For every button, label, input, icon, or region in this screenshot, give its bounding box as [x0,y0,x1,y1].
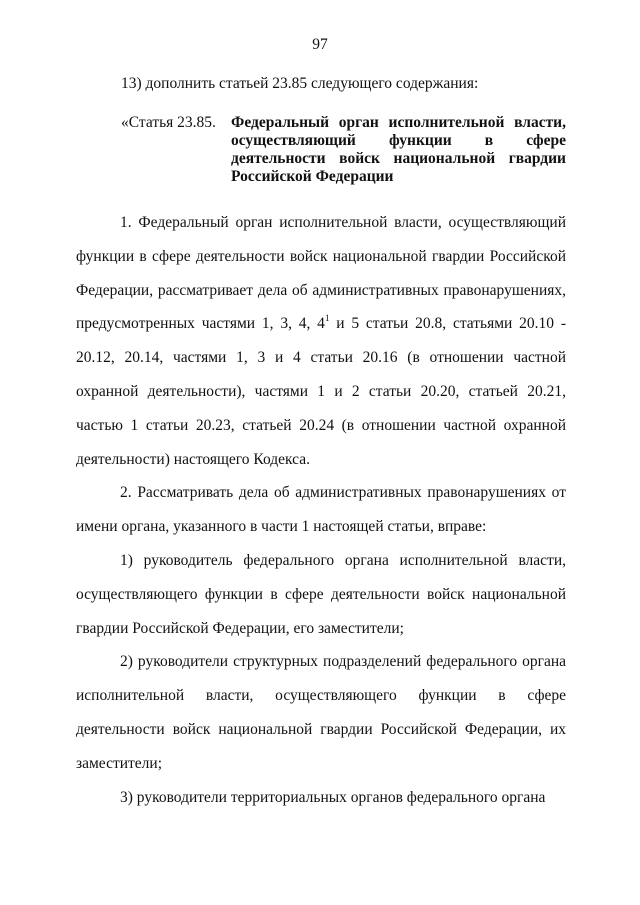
article-label: «Статья 23.85. [121,114,216,131]
article-title-line: осуществляющий функции в сфере [231,132,566,149]
article-body [76,206,566,814]
paragraph-1-text: 1. Федеральный орган исполнительной власти, осуществляющий функции в сфере деятельности войск национальной гвардии Российской Федерации, рассматривает дела об административных правонарушениях, предусмотренных частями 1, 3, 4, 4 [76,214,566,333]
article-title-line: Федеральный орган исполнительной власти, [231,114,566,131]
paragraph-5: 3) руководители территориальных органов федерального органа [120,788,546,806]
superscript-index: 1 [324,313,330,324]
page-number: 97 [312,36,328,53]
article-title [231,114,566,186]
article-title-line: Российской Федерации [231,168,394,185]
paragraph-1-text-cont: и 5 статьи 20.8, статьями 20.10 - 20.12, 20.14, частями 1, 3 и 4 статьи 20.16 (в отношении частной охранной деятельности), частями 1 и 2 статьи 20.20, статьей 20.21, частью 1 статьи 20.23, статьей 20.24 (в отношении частной охранной деятельности) настоящего Кодекса. [76,315,566,468]
amendment-intro: 13) дополнить статьей 23.85 следующего содержания: [121,75,479,92]
paragraph-3: 1) руководитель федерального органа исполнительной власти, осуществляющего функции в сфере деятельности войск национальной гвардии Российской Федерации, его заместители; [76,551,566,637]
paragraph-2: 2. Рассматривать дела об административных правонарушениях от имени органа, указанного в части 1 настоящей статьи, вправе: [76,484,566,536]
paragraph-1 [76,206,566,476]
article-title-line: деятельности войск национальной гвардии [231,150,566,167]
paragraph-4: 2) руководители структурных подразделений федерального органа исполнительной власти, осуществляющего функции в сфере деятельности войск национальной гвардии Российской Федерации, их заместители; [76,653,566,772]
